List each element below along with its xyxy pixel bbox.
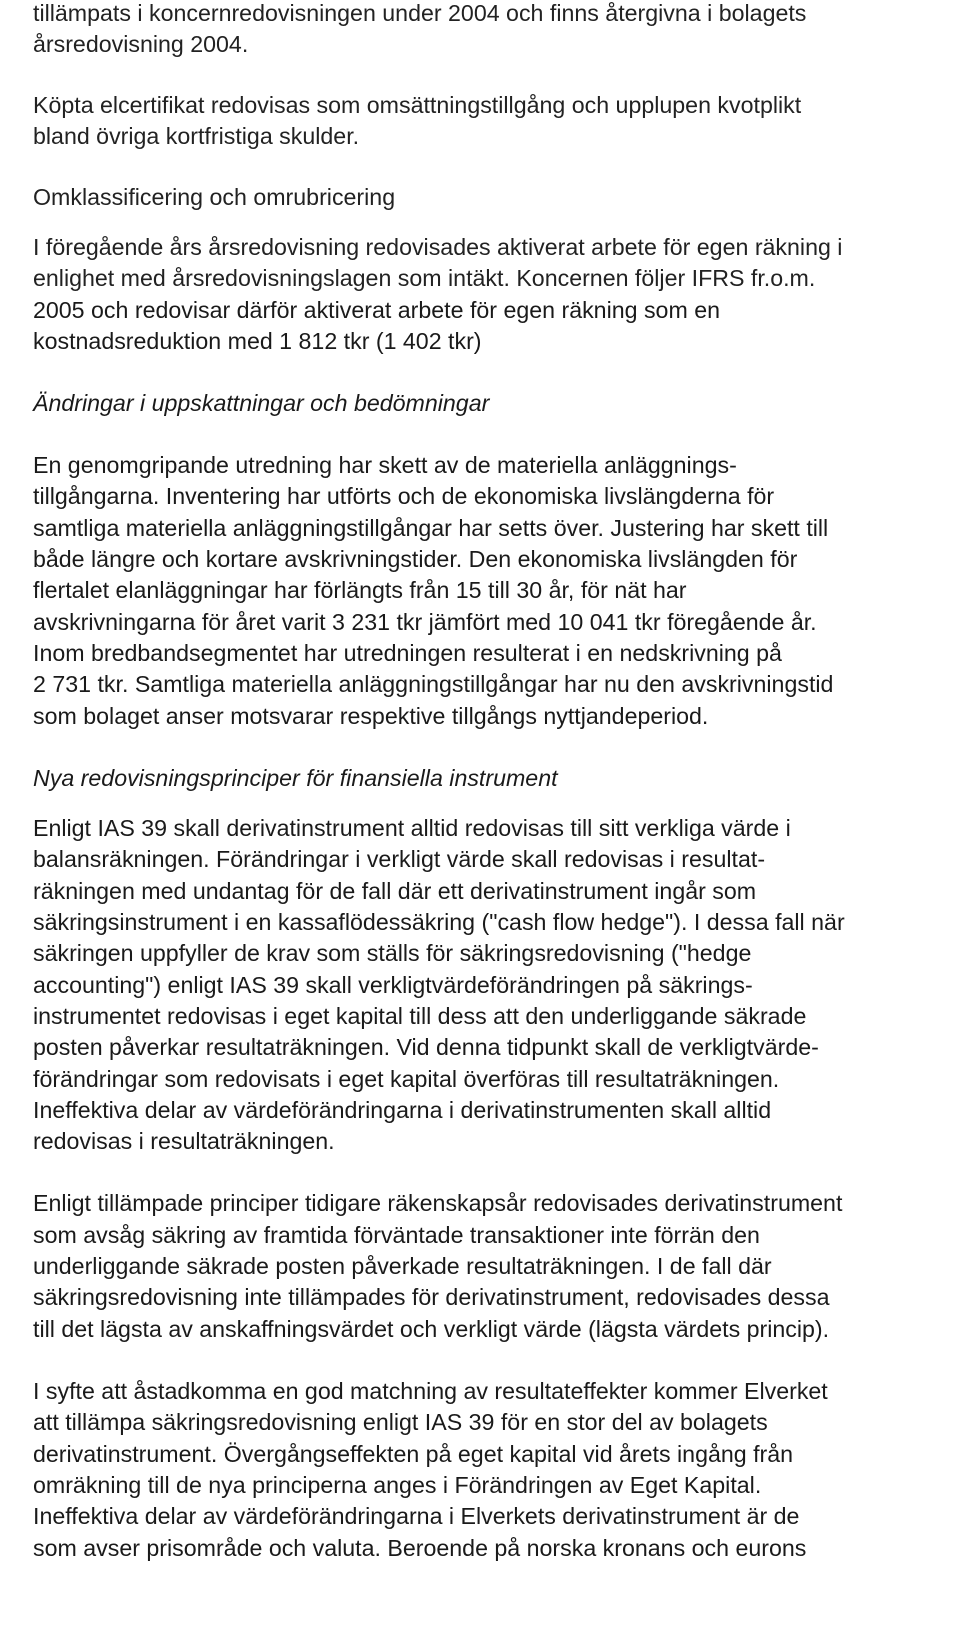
paragraph-line: som avsåg säkring av framtida förväntade transaktioner inte förrän den bbox=[33, 1222, 760, 1248]
paragraph-line: En genomgripande utredning har skett av de materiella anläggnings- bbox=[33, 452, 737, 478]
paragraph-line: 2 731 tkr. Samtliga materiella anläggningstillgångar har nu den avskrivningstid bbox=[33, 671, 834, 697]
paragraph-line: posten påverkar resultaträkningen. Vid denna tidpunkt skall de verkligtvärde- bbox=[33, 1034, 819, 1060]
paragraph-line: kostnadsreduktion med 1 812 tkr (1 402 tkr) bbox=[33, 328, 482, 354]
paragraph-line: förändringar som redovisats i eget kapital överföras till resultaträkningen. bbox=[33, 1066, 780, 1092]
paragraph-line: att tillämpa säkringsredovisning enligt IAS 39 för en stor del av bolagets bbox=[33, 1409, 768, 1435]
paragraph-line: tillgångarna. Inventering har utförts och de ekonomiska livslängderna för bbox=[33, 483, 775, 509]
paragraph-line: samtliga materiella anläggningstillgångar har setts över. Justering har skett till bbox=[33, 515, 829, 541]
paragraph-line: Ineffektiva delar av värdeförändringarna i Elverkets derivatinstrument är de bbox=[33, 1503, 800, 1529]
paragraph-line: 2005 och redovisar därför aktiverat arbete för egen räkning som en bbox=[33, 297, 720, 323]
paragraph-line: accounting") enligt IAS 39 skall verkligtvärdeförändringen på säkrings- bbox=[33, 972, 753, 998]
paragraph-line: räkningen med undantag för de fall där ett derivatinstrument ingår som bbox=[33, 878, 757, 904]
paragraph-line: omräkning till de nya principerna anges i Förändringen av Eget Kapital. bbox=[33, 1472, 762, 1498]
paragraph-line: tillämpats i koncernredovisningen under 2004 och finns återgivna i bolagets bbox=[33, 0, 807, 26]
paragraph-line: instrumentet redovisas i eget kapital till dess att den underliggande säkrade bbox=[33, 1003, 807, 1029]
paragraph-line: I syfte att åstadkomma en god matchning av resultateffekter kommer Elverket bbox=[33, 1378, 828, 1404]
paragraph-line: Ineffektiva delar av värdeförändringarna i derivatinstrumenten skall alltid bbox=[33, 1097, 772, 1123]
paragraph-line: flertalet elanläggningar har förlängts från 15 till 30 år, för nät har bbox=[33, 577, 687, 603]
paragraph-line: enlighet med årsredovisningslagen som intäkt. Koncernen följer IFRS fr.o.m. bbox=[33, 265, 816, 291]
paragraph-line: både längre och kortare avskrivningstider. Den ekonomiska livslängden för bbox=[33, 546, 798, 572]
paragraph-line: derivatinstrument. Övergångseffekten på eget kapital vid årets ingång från bbox=[33, 1441, 794, 1467]
paragraph-line: årsredovisning 2004. bbox=[33, 31, 249, 57]
section-heading: Nya redovisningsprinciper för finansiella instrument bbox=[33, 765, 558, 791]
paragraph-line: säkringen uppfyller de krav som ställs för säkringsredovisning ("hedge bbox=[33, 940, 752, 966]
paragraph-line: Enligt IAS 39 skall derivatinstrument alltid redovisas till sitt verkliga värde i bbox=[33, 815, 791, 841]
paragraph-line: redovisas i resultaträkningen. bbox=[33, 1128, 335, 1154]
paragraph-line: underliggande säkrade posten påverkade resultaträkningen. I de fall där bbox=[33, 1253, 772, 1279]
paragraph-line: säkringsinstrument i en kassaflödessäkring ("cash flow hedge"). I dessa fall när bbox=[33, 909, 845, 935]
paragraph-line: som bolaget anser motsvarar respektive tillgångs nyttjandeperiod. bbox=[33, 703, 709, 729]
paragraph-line: Enligt tillämpade principer tidigare räkenskapsår redovisades derivatinstrument bbox=[33, 1190, 843, 1216]
paragraph-line: till det lägsta av anskaffningsvärdet och verkligt värde (lägsta värdets princip). bbox=[33, 1316, 830, 1342]
section-heading: Omklassificering och omrubricering bbox=[33, 184, 396, 210]
paragraph-line: I föregående års årsredovisning redovisades aktiverat arbete för egen räkning i bbox=[33, 234, 843, 260]
paragraph-line: säkringsredovisning inte tillämpades för derivatinstrument, redovisades dessa bbox=[33, 1284, 830, 1310]
paragraph-line: Köpta elcertifikat redovisas som omsättningstillgång och upplupen kvotplikt bbox=[33, 92, 802, 118]
paragraph-line: balansräkningen. Förändringar i verkligt värde skall redovisas i resultat- bbox=[33, 846, 766, 872]
paragraph-line: bland övriga kortfristiga skulder. bbox=[33, 123, 360, 149]
paragraph-line: som avser prisområde och valuta. Beroende på norska kronans och eurons bbox=[33, 1535, 807, 1561]
section-heading: Ändringar i uppskattningar och bedömningar bbox=[33, 390, 490, 416]
paragraph-line: Inom bredbandsegmentet har utredningen resulterat i en nedskrivning på bbox=[33, 640, 782, 666]
paragraph-line: avskrivningarna för året varit 3 231 tkr jämfört med 10 041 tkr föregående år. bbox=[33, 609, 817, 635]
